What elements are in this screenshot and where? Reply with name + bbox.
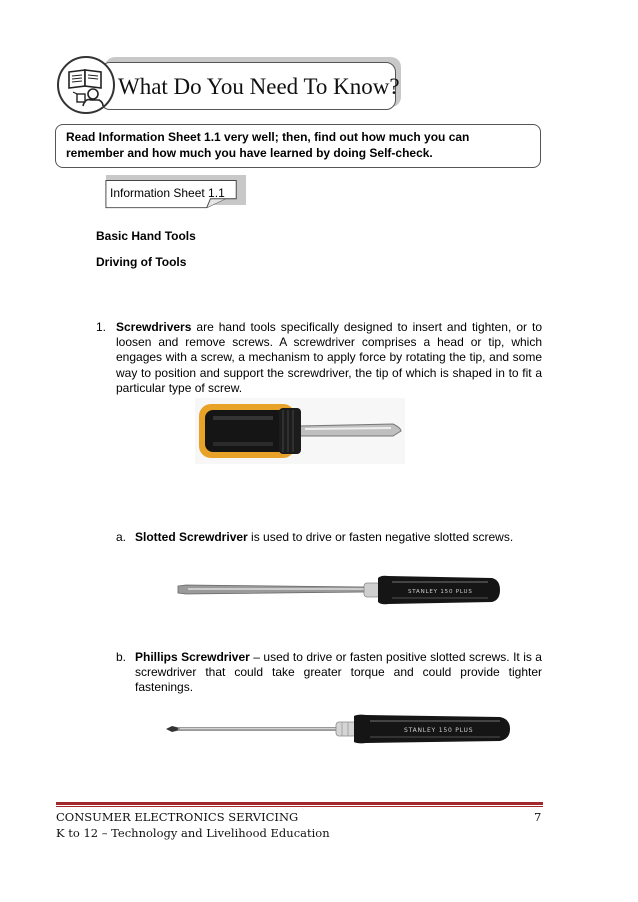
list-letter-b: b.: [116, 650, 127, 664]
section-heading-driving-of-tools: Driving of Tools: [96, 255, 187, 269]
instruction-text: Read Information Sheet 1.1 very well; then, find out how much you can remember and how much you have learned by doing Self-check.: [66, 130, 470, 160]
page-number: 7: [534, 810, 542, 824]
term-slotted-screwdriver: Slotted Screwdriver: [135, 530, 248, 544]
list-number: 1.: [96, 320, 107, 334]
screwdrivers-description: are hand tools specifically designed to insert and tighten, or to loosen and remove screws. A screwdriver comprises a head or tip, which engages with a screw, a mechanism to apply force by rotating the tip, and some way to position and support the screwdriver, the tip of which is shaped in to fit a particular type of screw.: [116, 320, 542, 395]
slotted-screwdriver-paragraph: [135, 530, 545, 545]
phillips-brand-label: STANLEY 150 PLUS: [404, 727, 474, 734]
footer-rule-thick: [56, 802, 543, 805]
slotted-screwdriver-image: [176, 572, 502, 608]
slotted-screwdriver-description: is used to drive or fasten negative slotted screws.: [247, 530, 514, 544]
information-sheet-label: Information Sheet 1.1: [110, 186, 225, 200]
slotted-brand-label: STANLEY 150 PLUS: [408, 589, 473, 595]
section-heading-basic-hand-tools: Basic Hand Tools: [96, 229, 196, 243]
footer-rule-thin: [56, 806, 543, 807]
phillips-screwdriver-image: [164, 712, 514, 746]
term-screwdrivers: Screwdrivers: [116, 320, 192, 334]
screwdriver-orange-image: [195, 398, 405, 464]
footer-course-title: CONSUMER ELECTRONICS SERVICING: [56, 810, 299, 824]
book-reader-icon: [59, 58, 113, 112]
phillips-screwdriver-description: – used to drive or fasten positive slotted screws. It is a screwdriver that could take greater torque and could provide tighter fastenings.: [135, 650, 542, 695]
banner-icon-circle: [57, 56, 115, 114]
footer-program-title: K to 12 – Technology and Livelihood Education: [56, 826, 330, 840]
term-phillips-screwdriver: Phillips Screwdriver: [135, 650, 250, 664]
page-title: What Do You Need To Know?: [118, 74, 400, 99]
phillips-screwdriver-paragraph: [135, 650, 542, 696]
list-letter-a: a.: [116, 530, 127, 544]
screwdrivers-paragraph: [116, 320, 542, 396]
